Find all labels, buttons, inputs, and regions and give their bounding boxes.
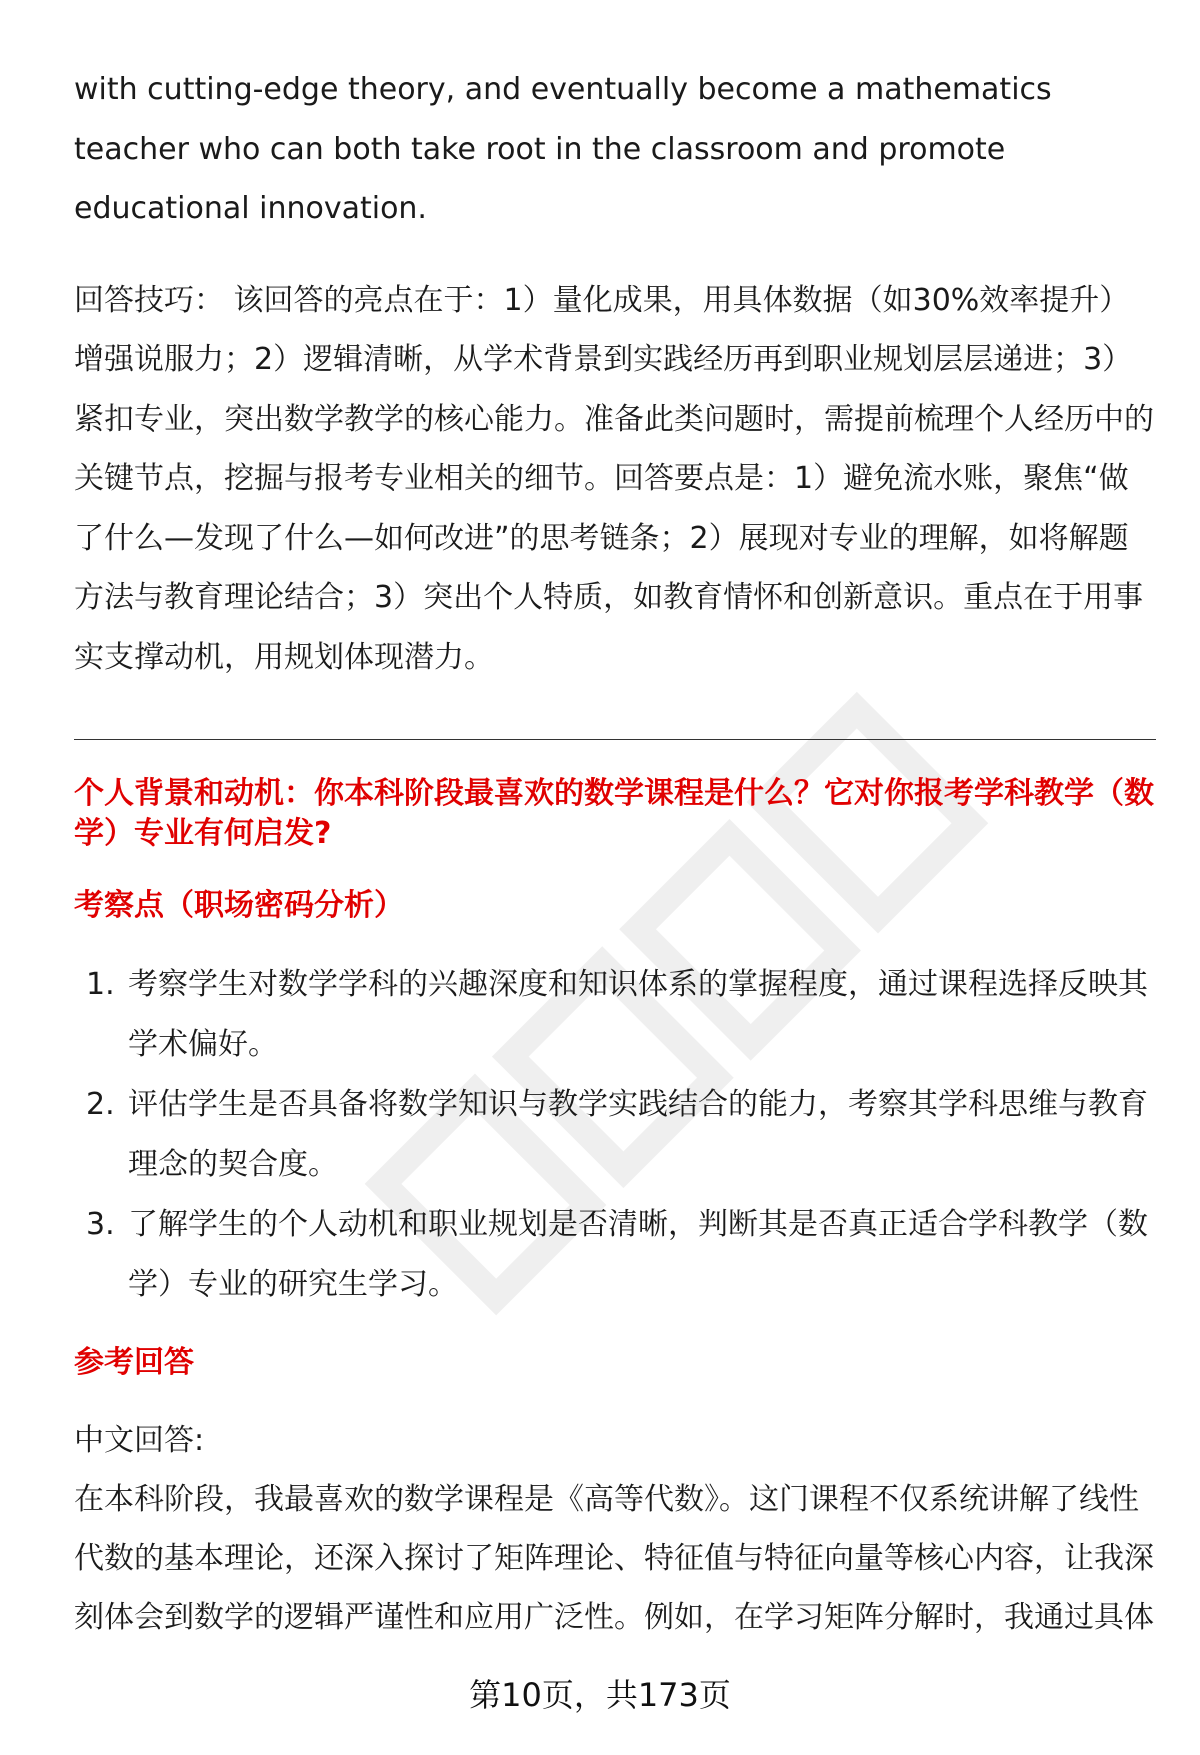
exam-points-heading: 考察点（职场密码分析） xyxy=(74,888,404,923)
list-item-text: 考察学生对数学学科的兴趣深度和知识体系的掌握程度，通过课程选择反映其学术偏好。 xyxy=(128,967,1148,1062)
answer-section xyxy=(74,1411,1156,1647)
section-divider xyxy=(74,739,1156,740)
exam-points-list xyxy=(74,955,1156,1314)
list-item-number: 3. xyxy=(86,1207,115,1242)
answer-paragraph: 在本科阶段，我最喜欢的数学课程是《高等代数》。这门课程不仅系统讲解了线性代数的基本理论，还深入探讨了矩阵理论、特征值与特征向量等核心内容，让我深刻体会到数学的逻辑严谨性和应用广泛性。例如，在学习矩阵分解时，我通过具体 xyxy=(74,1482,1154,1635)
page-body xyxy=(74,60,1156,687)
answer-label: 中文回答: xyxy=(74,1423,205,1458)
question-title: 个人背景和动机：你本科阶段最喜欢的数学课程是什么？它对你报考学科教学（数学）专业有何启发? xyxy=(74,776,1154,851)
reference-answer-heading: 参考回答 xyxy=(74,1345,194,1380)
list-item-number: 1. xyxy=(86,967,115,1002)
list-item-text: 评估学生是否具备将数学知识与教学实践结合的能力，考察其学科思维与教育理念的契合度。 xyxy=(128,1087,1148,1182)
list-item xyxy=(74,955,1156,1074)
answer-tips-paragraph: 回答技巧： 该回答的亮点在于：1）量化成果，用具体数据（如30%效率提升）增强说服力；2）逻辑清晰，从学术背景到实践经历再到职业规划层层递进；3）紧扣专业，突出数学教学的核心能力。准备此类问题时，需提前梳理个人经历中的关键节点，挖掘与报考专业相关的细节。回答要点是：1）避免流水账，聚焦“做了什么—发现了什么—如何改进”的思考链条；2）展现对专业的理解，如将解题方法与教育理论结合；3）突出个人特质，如教育情怀和创新意识。重点在于用事实支撑动机，用规划体现潜力。 xyxy=(74,282,1154,675)
list-item-number: 2. xyxy=(86,1087,115,1122)
list-item xyxy=(74,1075,1156,1194)
intro-paragraph: with cutting-edge theory, and eventually become a mathematics teacher who can both take root in the classroom and promote educational innovation. xyxy=(74,72,1052,226)
list-item xyxy=(74,1195,1156,1314)
list-item-text: 了解学生的个人动机和职业规划是否清晰，判断其是否真正适合学科教学（数学）专业的研究生学习。 xyxy=(128,1207,1148,1302)
page-footer: 第10页，共173页 xyxy=(469,1676,731,1714)
